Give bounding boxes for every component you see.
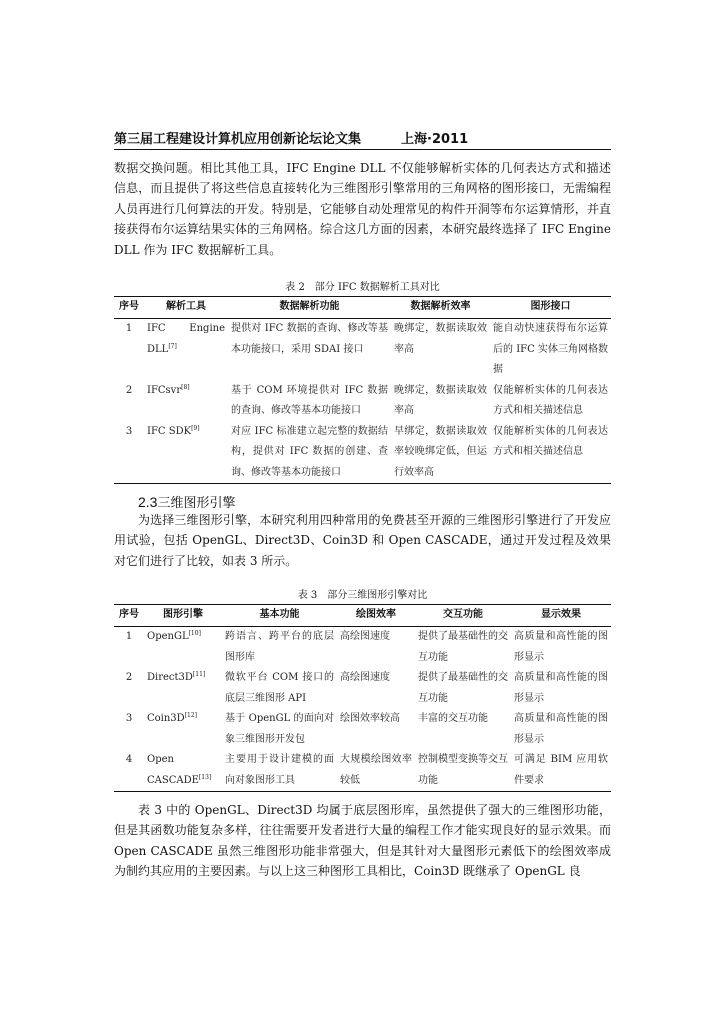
tool-name: IFCsvr: [147, 384, 182, 396]
citation-ref: [12]: [184, 712, 198, 719]
interaction-cell: 提供了最基础性的交互功能: [418, 631, 508, 663]
efficiency-cell: 绘图效率较高: [340, 713, 400, 724]
function-cell: 对应 IFC 标准建立起完整的数据结构，提供对 IFC 数据的创建、查询、修改等基本功能接口: [228, 422, 391, 484]
citation-ref: [8]: [181, 383, 190, 391]
efficiency-cell: 高绘图速度: [340, 672, 390, 683]
table-header-cell: 绘图效率: [337, 605, 415, 627]
citation-ref: [13]: [198, 773, 212, 781]
conference-location: 上海·2011: [401, 132, 469, 147]
engine-cell: [144, 627, 222, 669]
efficiency-cell: 高绘图速度: [340, 631, 390, 642]
efficiency-cell: 晚绑定，数据读取效率高: [394, 323, 487, 355]
citation-ref: [9]: [191, 424, 200, 432]
paragraph-3: 表 3 中的 OpenGL、Direct3D 均属于底层图形库，虽然提供了强大的三维图形功能，但是其函数功能复杂多样，往往需要开发者进行大量的编程工作才能实现良好的显示效果。而 Open CASCADE 虽然三维图形功能非常强大，但是其针对大量图形元素低下的绘图效率成为制约其应用的主要因素。与以上这三种图形工具相比，Coin3D 既继承了 OpenGL 良: [114, 803, 611, 879]
table-row: [114, 319, 611, 381]
display-cell: 高质量和高性能的图形显示: [514, 713, 608, 745]
graphics-cell: 仅能解析实体的几何表达方式和相关描述信息: [490, 422, 611, 484]
table-row: [114, 750, 611, 792]
interaction-cell: 控制模型变换等交互功能: [415, 750, 511, 792]
engine-name: Open CASCADE: [147, 754, 199, 786]
citation-ref: [7]: [168, 342, 177, 350]
section-heading: [138, 492, 235, 511]
table-header-cell: 解析工具: [144, 297, 228, 319]
table-row: [114, 422, 611, 484]
table-header-cell: 序号: [114, 297, 144, 319]
row-number: 3: [114, 422, 144, 484]
efficiency-cell: 晚绑定，数据读取效率高: [394, 384, 487, 416]
section-title: 三维图形引擎: [157, 496, 236, 511]
table-header-cell: 图形接口: [490, 297, 611, 319]
graphics-cell: 能自动快速获得布尔运算后的 IFC 实体三角网格数据: [493, 323, 608, 375]
table-2: [114, 296, 611, 484]
table-header-cell: 序号: [114, 605, 144, 627]
table-header-cell: 交互功能: [415, 605, 511, 627]
table-header-cell: 数据解析功能: [228, 297, 391, 319]
interaction-cell: 丰富的交互功能: [418, 713, 488, 724]
function-cell: 主要用于设计建模的面向对象图形工具: [222, 750, 337, 792]
paragraph-1: 数据交换问题。相比其他工具，IFC Engine DLL 不仅能够解析实体的几何表达方式和描述信息，而且提供了将这些信息直接转化为三维图形引擎常用的三角网格的图形接口，无需编程人员再进行几何算法的开发。特别是，它能够自动处理常见的构件开洞等布尔运算情形，并直接获得布尔运算结果实体的三角网格。综合这几方面的因素，本研究最终选择了 IFC Engine DLL 作为 IFC 数据解析工具。: [114, 161, 611, 257]
table-3-caption: 表 3 部分三维图形引擎对比: [297, 590, 428, 601]
table-row: [114, 627, 611, 669]
engine-name: Coin3D: [147, 713, 185, 724]
row-number: 4: [114, 750, 144, 792]
interaction-cell: 提供了最基础性的交互功能: [418, 672, 508, 704]
row-number: 1: [125, 631, 133, 642]
function-cell: 跨语言、跨平台的底层图形库: [225, 631, 334, 663]
engine-name: OpenGL: [147, 631, 189, 642]
display-cell: 高质量和高性能的图形显示: [514, 631, 608, 663]
citation-ref: [11]: [192, 671, 206, 678]
citation-ref: [10]: [188, 630, 201, 637]
display-cell: 高质量和高性能的图形显示: [514, 672, 608, 704]
table-header-cell: 数据解析效率: [391, 297, 490, 319]
row-number: 2: [125, 672, 133, 683]
engine-name: Direct3D: [147, 672, 193, 683]
tool-cell: [144, 422, 228, 484]
row-number: 1: [125, 323, 133, 334]
table-3: [114, 604, 611, 792]
display-cell: 可满足 BIM 应用软件要求: [511, 750, 611, 792]
engine-cell: [144, 709, 222, 750]
row-number: 3: [125, 713, 133, 724]
graphics-cell: 仅能解析实体的几何表达方式和相关描述信息: [493, 384, 608, 416]
table-2-caption: 表 2 部分 IFC 数据解析工具对比: [285, 282, 440, 293]
proceedings-title: 第三届工程建设计算机应用创新论坛论文集: [114, 132, 362, 147]
tool-cell: [144, 381, 228, 422]
engine-cell: [144, 750, 222, 792]
function-cell: 基于 OpenGL 的面向对象三维图形开发包: [225, 713, 334, 745]
row-number: 2: [125, 384, 133, 396]
table-header-cell: 显示效果: [511, 605, 611, 627]
efficiency-cell: 大规模绘图效率较低: [337, 750, 415, 792]
function-cell: 基于 COM 环境提供对 IFC 数据的查询、修改等基本功能接口: [231, 384, 388, 416]
section-number: 2.3: [138, 494, 158, 510]
tool-name: IFC SDK: [147, 425, 192, 437]
table-row: [114, 668, 611, 709]
header-rule: [114, 149, 611, 150]
tool-name: IFC Engine DLL: [147, 323, 225, 355]
table-row: [114, 709, 611, 750]
function-cell: 提供对 IFC 数据的查询、修改等基本功能接口，采用 SDAI 接口: [231, 323, 388, 355]
table-header-row: [114, 605, 611, 627]
tool-cell: [144, 319, 228, 381]
table-header-cell: 基本功能: [222, 605, 337, 627]
paragraph-2: 为选择三维图形引擎，本研究利用四种常用的免费甚至开源的三维图形引擎进行了开发应用试验，包括 OpenGL、Direct3D、Coin3D 和 Open CASCADE，通过开发过程及效果对它们进行了比较，如表 3 所示。: [114, 513, 611, 568]
engine-cell: [144, 668, 222, 709]
table-header-cell: 图形引擎: [144, 605, 222, 627]
table-header-row: [114, 297, 611, 319]
function-cell: 微软平台 COM 接口的底层三维图形 API: [225, 672, 334, 704]
table-row: [114, 381, 611, 422]
running-header: [114, 128, 611, 147]
efficiency-cell: 早绑定，数据读取效率较晚绑定低，但运行效率高: [391, 422, 490, 484]
